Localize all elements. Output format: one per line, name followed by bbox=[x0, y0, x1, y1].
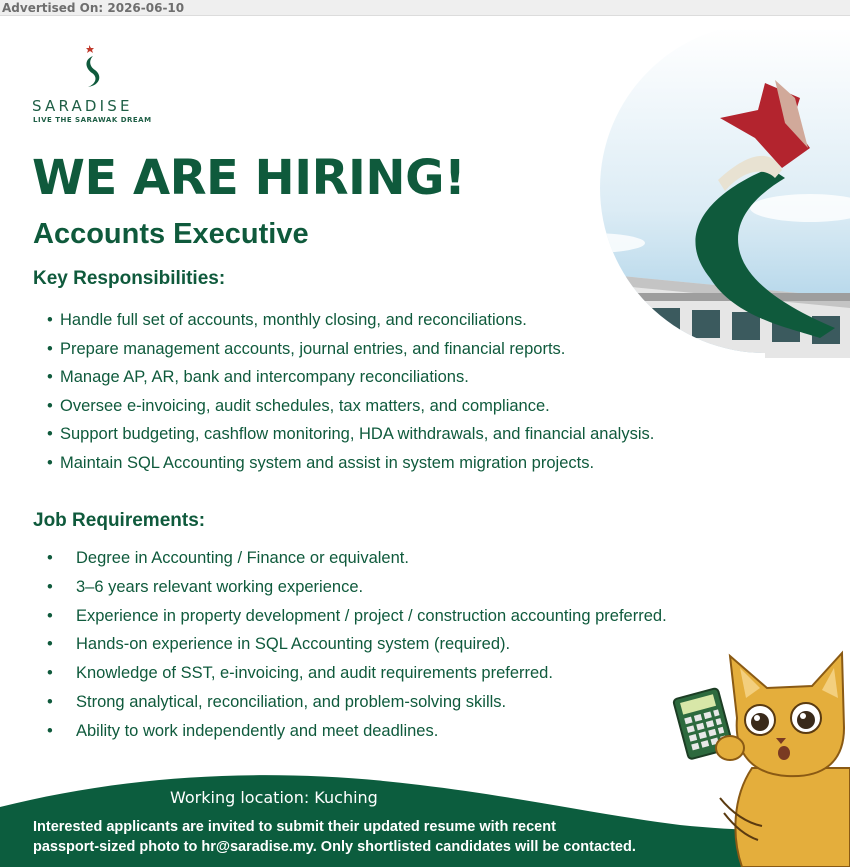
application-note-line: Interested applicants are invited to submit their updated resume with recent bbox=[33, 819, 556, 835]
working-location: Working location: Kuching bbox=[170, 788, 378, 807]
list-item: • Prepare management accounts, journal entries, and financial reports. bbox=[47, 340, 654, 369]
list-item: • Experience in property development / project / construction accounting preferred. bbox=[47, 607, 667, 636]
job-title: Accounts Executive bbox=[33, 218, 309, 250]
requirements-list bbox=[47, 549, 667, 751]
responsibilities-list bbox=[47, 311, 654, 483]
requirements-heading: Job Requirements: bbox=[33, 510, 206, 531]
sculpture-photo bbox=[520, 28, 850, 358]
list-item: • Oversee e-invoicing, audit schedules, tax matters, and compliance. bbox=[47, 397, 654, 426]
list-item: • Handle full set of accounts, monthly closing, and reconciliations. bbox=[47, 311, 654, 340]
saradise-logo-icon bbox=[80, 42, 110, 90]
hiring-headline: WE ARE HIRING! bbox=[32, 150, 466, 206]
list-item: • Ability to work independently and meet deadlines. bbox=[47, 722, 667, 751]
list-item: • Knowledge of SST, e-invoicing, and audit requirements preferred. bbox=[47, 664, 667, 693]
cat-mascot-with-calculator bbox=[672, 648, 850, 867]
brand-name: SARADISE bbox=[32, 97, 133, 115]
saradise-logo bbox=[30, 40, 160, 130]
list-item: • Hands-on experience in SQL Accounting system (required). bbox=[47, 635, 667, 664]
list-item: • 3–6 years relevant working experience. bbox=[47, 578, 667, 607]
list-item: • Maintain SQL Accounting system and assist in system migration projects. bbox=[47, 454, 654, 483]
application-note bbox=[33, 817, 673, 857]
list-item: • Manage AP, AR, bank and intercompany reconciliations. bbox=[47, 368, 654, 397]
list-item: • Strong analytical, reconciliation, and problem-solving skills. bbox=[47, 693, 667, 722]
responsibilities-heading: Key Responsibilities: bbox=[33, 268, 226, 289]
list-item: • Degree in Accounting / Finance or equivalent. bbox=[47, 549, 667, 578]
application-note-line: passport-sized photo to hr@saradise.my. Only shortlisted candidates will be contacted. bbox=[33, 839, 636, 855]
advertised-date-bar bbox=[0, 0, 850, 16]
list-item: • Support budgeting, cashflow monitoring, HDA withdrawals, and financial analysis. bbox=[47, 425, 654, 454]
advertised-date-label: Advertised On: 2026-06-10 bbox=[2, 1, 185, 15]
brand-tagline: LIVE THE SARAWAK DREAM bbox=[33, 116, 152, 124]
